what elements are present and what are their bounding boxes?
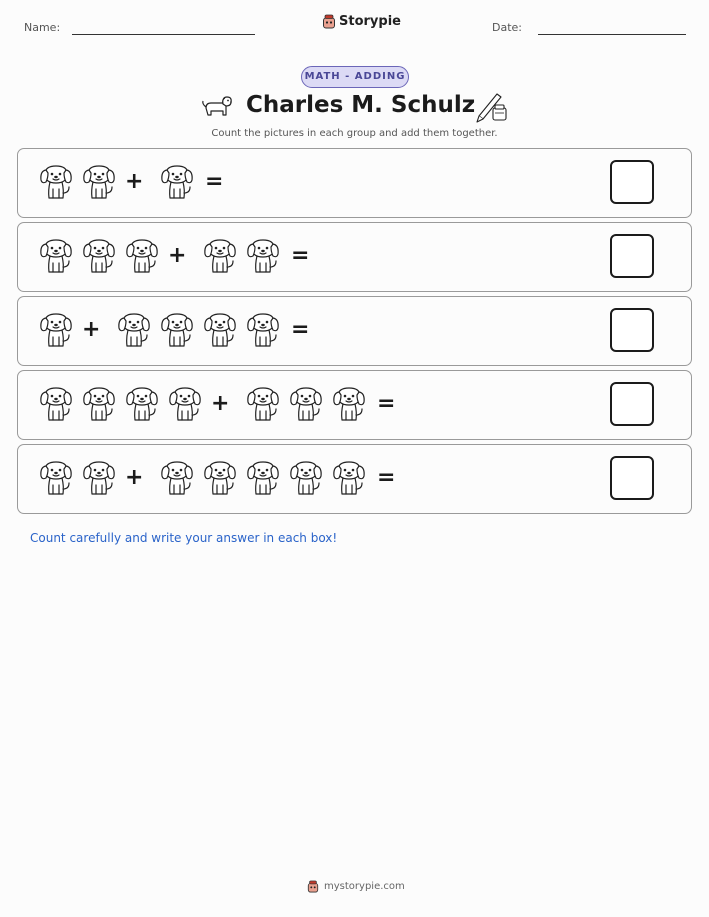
dog-icon <box>39 163 73 201</box>
dog-icon <box>125 385 159 423</box>
answer-box[interactable] <box>610 382 654 426</box>
dog-icon <box>203 311 237 349</box>
dog-icon <box>203 459 237 497</box>
site-url: mystorypie.com <box>324 881 405 892</box>
equals-sign: = <box>291 317 310 342</box>
problem-sequence <box>39 162 240 202</box>
footer-note: Count carefully and write your answer in each box! <box>30 531 338 545</box>
dog-icon <box>82 459 116 497</box>
dog-icon <box>82 385 116 423</box>
dog-icon <box>246 311 280 349</box>
dog-icon <box>160 311 194 349</box>
name-field[interactable] <box>72 34 255 35</box>
storypie-logo-icon <box>322 14 336 29</box>
answer-box[interactable] <box>610 456 654 500</box>
date-label: Date: <box>492 21 522 34</box>
problem-row <box>17 370 692 440</box>
dog-icon <box>39 385 73 423</box>
problem-row <box>17 296 692 366</box>
dog-icon <box>246 237 280 275</box>
answer-box[interactable] <box>610 308 654 352</box>
category-badge: MATH - ADDING <box>301 66 409 88</box>
dog-icon <box>39 459 73 497</box>
problem-sequence <box>39 384 412 424</box>
dog-icon <box>332 459 366 497</box>
site-footer <box>307 880 405 893</box>
plus-sign: + <box>168 243 187 268</box>
problem-sequence <box>39 458 412 498</box>
dog-icon <box>160 163 194 201</box>
dog-icon <box>246 385 280 423</box>
dog-icon <box>160 459 194 497</box>
dog-icon <box>82 163 116 201</box>
dog-icon <box>125 237 159 275</box>
equals-sign: = <box>205 169 224 194</box>
storypie-logo-icon <box>307 880 319 893</box>
name-label: Name: <box>24 21 61 34</box>
dog-icon <box>246 459 280 497</box>
page-title: Charles M. Schulz <box>246 92 476 118</box>
problem-row <box>17 444 692 514</box>
equals-sign: = <box>377 391 396 416</box>
brand <box>322 14 401 29</box>
dog-icon <box>168 385 202 423</box>
worksheet-header <box>0 14 709 44</box>
plus-sign: + <box>125 169 144 194</box>
plus-sign: + <box>82 317 101 342</box>
answer-box[interactable] <box>610 234 654 278</box>
dog-icon <box>39 311 73 349</box>
plus-sign: + <box>211 391 230 416</box>
pen-and-inkwell-icon <box>475 90 509 124</box>
problem-row <box>17 222 692 292</box>
puppy-icon <box>200 94 234 120</box>
dog-icon <box>82 237 116 275</box>
brand-name: Storypie <box>339 14 401 29</box>
date-field[interactable] <box>538 34 686 35</box>
instructions: Count the pictures in each group and add them together. <box>211 128 498 139</box>
dog-icon <box>332 385 366 423</box>
title-row <box>0 90 709 128</box>
dog-icon <box>203 237 237 275</box>
equals-sign: = <box>291 243 310 268</box>
plus-sign: + <box>125 465 144 490</box>
problem-sequence <box>39 236 326 276</box>
problem-row <box>17 148 692 218</box>
dog-icon <box>117 311 151 349</box>
dog-icon <box>289 459 323 497</box>
dog-icon <box>39 237 73 275</box>
problem-sequence <box>39 310 326 350</box>
answer-box[interactable] <box>610 160 654 204</box>
dog-icon <box>289 385 323 423</box>
equals-sign: = <box>377 465 396 490</box>
